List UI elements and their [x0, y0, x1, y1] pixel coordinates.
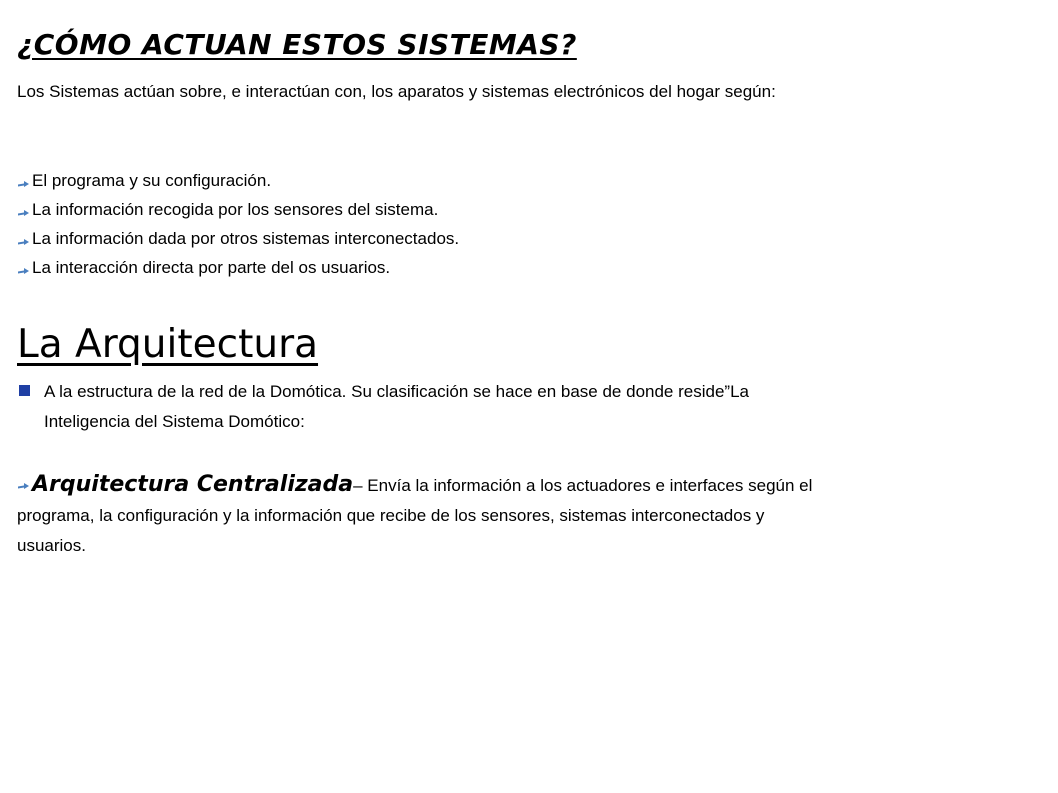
- list-item: [17, 166, 459, 195]
- arquitectura-centralizada-paragraph: [17, 470, 817, 561]
- list-item: [17, 253, 459, 282]
- intro-paragraph: Los Sistemas actúan sobre, e interactúan con, los aparatos y sistemas electrónicos del hogar según:: [17, 82, 776, 101]
- section-title-arquitectura: La Arquitectura: [17, 322, 319, 367]
- arrow-bullet-icon: [17, 178, 30, 188]
- list-item: [17, 224, 459, 253]
- criteria-list: [17, 166, 459, 282]
- architecture-heading: Arquitectura Centralizada: [32, 472, 354, 497]
- arrow-bullet-icon: [17, 265, 30, 275]
- list-item-text: El programa y su configuración.: [32, 171, 272, 190]
- arrow-bullet-icon: [17, 207, 30, 217]
- arrow-bullet-icon: [17, 480, 30, 490]
- list-item-text: La información recogida por los sensores del sistema.: [32, 200, 439, 219]
- list-item-text: La información dada por otros sistemas interconectados.: [32, 229, 460, 248]
- list-item: [17, 195, 459, 224]
- section-title-como-actuan: ¿CÓMO ACTUAN ESTOS SISTEMAS?: [17, 28, 577, 61]
- architecture-text: Envía la información a los actuadores e interfaces según el programa, la configuración y la información que recibe de los sensores, sistemas interconectados y usuarios.: [17, 476, 813, 555]
- description-text: A la estructura de la red de la Domótica. Su clasificación se hace en base de donde reside”La Inteligencia del Sistema Domótico:: [44, 382, 749, 431]
- arrow-bullet-icon: [17, 236, 30, 246]
- architecture-separator: –: [353, 476, 368, 495]
- list-item-text: La interacción directa por parte del os usuarios.: [32, 258, 391, 277]
- arquitectura-description: [19, 377, 819, 437]
- blue-square-icon: [19, 385, 30, 396]
